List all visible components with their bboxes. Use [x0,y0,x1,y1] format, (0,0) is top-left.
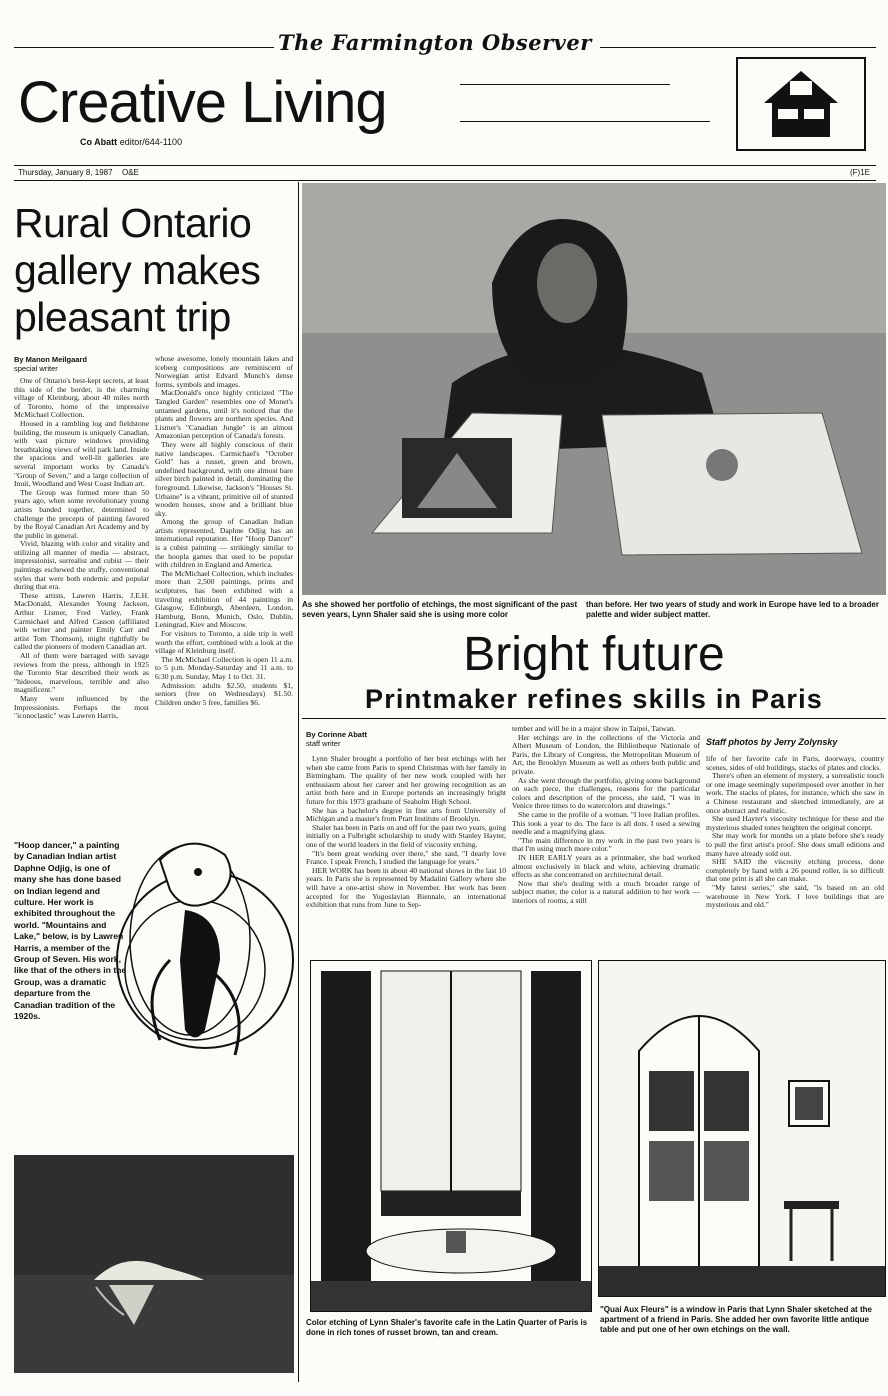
paragraph: There's often an element of mystery, a surrealistic touch or one image seemingly superimposed over another in her work. The stacks of plates, for instance, which she saw in a Chinese restaurant and sketched immediately, are at once abstract and realistic. [706,771,884,815]
left-article-column-2 [155,355,293,707]
right-deck: Printmaker refines skills in Paris [364,684,823,714]
edition-label: O&E [122,168,139,177]
right-article-column-2 [512,725,700,905]
paragraph: These artists, Lawren Harris, J.E.H. MacDonald, Alexander Young Jackson, Arthur Lismer, Fred Varley, Frank Carmichael and Alfred Casson (affiliated with writer and painter Emily Carr and artist Tom Thomson), might rightfully be called the pioneers of modern Canadian art. [14,590,149,652]
paragraph: "It's been great working over there," she said, "I dearly love France. I speak French, I studied the language for years." [306,848,506,867]
column-divider [298,182,299,1382]
cafe-etching [310,960,592,1312]
paragraph: IN HER EARLY years as a printmaker, she had worked almost exclusively in black and white, achieving dramatic effects as she concentrated on architectural detail. [512,852,700,880]
page-number: (F)1E [850,168,870,177]
house-icon [738,59,864,149]
paragraph: One of Ontario's best-kept secrets, at least this side of the border, is the charming village of Kleinburg, about 40 miles north of Toronto, home of the impressive McMichael Collection. [14,376,149,420]
paragraph: She may work for months on a plate before she's ready to pull the first artist's proof. She does small editions and many have already sold out. [706,831,884,858]
paragraph: Lynn Shaler brought a portfolio of her best etchings with her when she came from Paris to spend Christmas with her family in Birmingham. The quality of her new work coupled with her enthusiasm about her career and her growing recognition as an artist both here and in Europe portends an increasingly bright future for this 1973 graduate of Seaholm High School. [306,754,506,806]
paragraph: "My latest series," she said, "is based on an old warehouse in New York. I love buildings that are mysterious and old." [706,882,884,910]
paragraph: Housed in a rambling log and fieldstone building, the museum is uniquely Canadian, with vast picture windows providing breathtaking views of wild park land. Inside the spacious and well-lit galleries are several important works by Canada's "Group of Seven," and a large collection of Inuit, Woodland and West Coast Indian art. [14,418,149,489]
author-name: By Manon Meilgaard [14,355,87,364]
main-photo-caption-right: than before. Her two years of study and work in Europe have led to a broader palette and wider subject matter. [586,600,879,619]
dateline [14,165,876,181]
hoop-dancer-caption: "Hoop dancer," a painting by Canadian Indian artist Daphne Odjig, is one of many she has done based on Indian legend and culture. Her work is exhibited throughout the world. "Mountains and Lake," below, is by Lawren Harris, a member of the Group of Seven. His work, like that of the others in the Group, was a dramatic departure from the Canadian tradition of the 1920s. [14,840,127,1022]
right-article-column-1 [306,755,506,910]
paragraph: She used Hayter's viscosity technique for these and the mysterious shaded tones heighten the original concept. [706,814,884,832]
main-photo-caption-left: As she showed her portfolio of etchings, the most significant of the past seven years, Lynn Shaler said she is using more color [302,600,578,619]
paragraph: For visitors to Toronto, a side trip is well worth the effort, combined with a look at the village of Kleinburg itself. [155,629,293,656]
left-article-column-1 [14,377,149,721]
section-title: Creative Living [18,70,387,135]
quai-aux-fleurs-etching [598,960,886,1297]
paragraph: She came to the profile of a woman. "I love Italian profiles. This took a year to do. The face is all dots. I used a sewing needle and a magnifying glass. [512,809,700,837]
paragraph: The McMichael Collection, which includes more than 2,500 paintings, prints and sculptures, has been exhibited with a traveling exhibition of 44 paintings in Glasgow, Edinburgh, Aberdeen, London, Hamburg, Bonn, Munich, Oslo, Dublin, Leningrad, Kiev and Moscow. [155,568,293,630]
lynn-shaler-photo [302,183,886,595]
paragraph: Now that she's dealing with a much broader range of subject matter, the color is a natural addition to her work — interiors of rooms, a still [512,878,700,905]
editor-contact: editor/644-1100 [119,137,183,147]
paragraph: Among the group of Canadian Indian artists represented, Daphne Odjig has an international reputation. Her "Hoop Dancer" is a cubist painting — strikingly similar to the hoopla games that used to be popular with children in England and America. [155,517,293,570]
header-rule [460,84,670,85]
paragraph: SHE SAID the viscosity etching process, done completely by hand with a 26 pound roller, is so difficult that one print is all she can make. [706,857,884,884]
paragraph: Many were influenced by the Impressionists. Perhaps the most "iconoclastic" was Lawren Harris, [14,693,149,721]
paragraph: She has a bachelor's degree in fine arts from University of Michigan and a master's from Pratt Institute of Brooklyn. [306,805,506,824]
paragraph: All of them were barraged with savage reviews from the press, although in 1925 the Toronto Star described their work as "hideous, marvelous, terrible and also magnificent." [14,651,149,695]
paragraph: MacDonald's once highly criticized "The Tangled Garden" resembles one of Monet's untamed gardens, until it's noticed that the plants and flowers are northern species. And Lismer's "Canadian Jungle" is an almost Amazonian perception of Canada's forests. [155,388,293,441]
paragraph: life of her favorite cafe in Paris, doorways, country scenes, sides of old buildings, stacks of plates and clocks. [706,754,884,772]
section-logo [736,57,866,151]
left-headline: Rural Ontario gallery makes pleasant trip [14,200,261,340]
paragraph: They were all highly conscious of their native landscapes. Carmichael's "October Gold" has a russet, green and brown, undefined background, with one almost bare silver birch painted in detail, dominating the foreground. Likewise, Jackson's "Houses St. Urbaine" is a vibrant, primitive oil of stunted wooden houses, snow and a brilliant blue sky. [155,439,293,518]
masthead-rule-left [14,47,274,48]
paragraph: whose awesome, lonely mountain lakes and iceberg compositions are reminiscent of Norwegian artist Edvard Munch's dense forms, symbols and images. [155,354,293,389]
right-byline [306,730,506,748]
right-headline: Bright future [463,628,725,681]
paragraph: tember and will be in a major show in Taipei, Taiwan. [512,724,676,733]
masthead-rule-right [600,47,876,48]
paragraph: As she went through the portfolio, giving some background on each piece, the challenges, reasons for the particular colors and description of the process, she said, "I was in Venice three times to do watercolors and drawings." [512,775,700,811]
author-role: staff writer [306,739,341,748]
paragraph: HER WORK has been in about 40 national shows in the last 10 years. In Paris she is represented by Madalini Gallery where she will have a one-artist show in November. Her work has been accepted for the Yugoslavian Biennale, an international exhibition that runs from June to Sep- [306,865,506,910]
header-rule [460,121,710,122]
left-byline [14,355,149,373]
staff-photos-credit: Staff photos by Jerry Zolynsky [706,737,838,747]
author-name: By Corinne Abatt [306,730,367,739]
paragraph: The Group was formed more than 50 years ago, when some revolutionary young artists banded together, determined to challenge the precepts of painting favored by the Royal Canadian Art Academy and by the public in general. [14,487,149,540]
deck-rule [302,718,886,719]
editor-name: Co Abatt [80,137,118,147]
paragraph: The McMichael Collection is open 11 a.m. to 5 p.m. Monday-Saturday and 11 a.m. to 6:30 p.m. Sunday, May 1 to Oct. 31. [155,654,293,681]
issue-date: Thursday, January 8, 1987 [18,168,113,177]
paragraph: Vivid, blazing with color and vitality and utilizing all manner of media — abstract, impressionist, surrealist and cubist — their paintings eschewed the stuffy, conventional styles that were both endemic and popular during that era. [14,539,149,592]
hoop-dancer-illustration [100,820,295,1090]
paragraph: Shaler has been in Paris on and off for the past two years, going initially on a Fulbright scholarship to study with Stanley Hayter, one of the world leaders in the field of viscosity etching. [306,822,506,849]
cafe-caption: Color etching of Lynn Shaler's favorite cafe in the Latin Quarter of Paris is done in rich tones of russet brown, tan and cream. [306,1318,588,1337]
author-role: special writer [14,364,58,373]
newspaper-name: The Farmington Observer [278,30,592,55]
section-editor [80,137,182,147]
paragraph: Her etchings are in the collections of the Victoria and Albert Museum of London, the Bibliotheque Nationale of Paris, the Library of Congress, the Metropolitan Museum of Art, the Brooklyn Museum as well as others both public and private. [512,732,700,776]
right-article-column-3 [706,755,884,910]
paragraph: "The main difference in my work in the past two years is that I'm using much more color." [512,835,700,854]
mountains-and-lake-painting [14,1155,294,1373]
quai-aux-fleurs-caption: "Quai Aux Fleurs" is a window in Paris that Lynn Shaler sketched at the apartment of a friend in Paris. She added her own favorite little antique table and put one of her own etchings on the wall. [600,1305,872,1334]
masthead [0,0,888,55]
paragraph: Admission: adults $2.50, students $1, seniors (free on Wednesdays) $1.50. Children under 5 free, families $6. [155,680,293,707]
